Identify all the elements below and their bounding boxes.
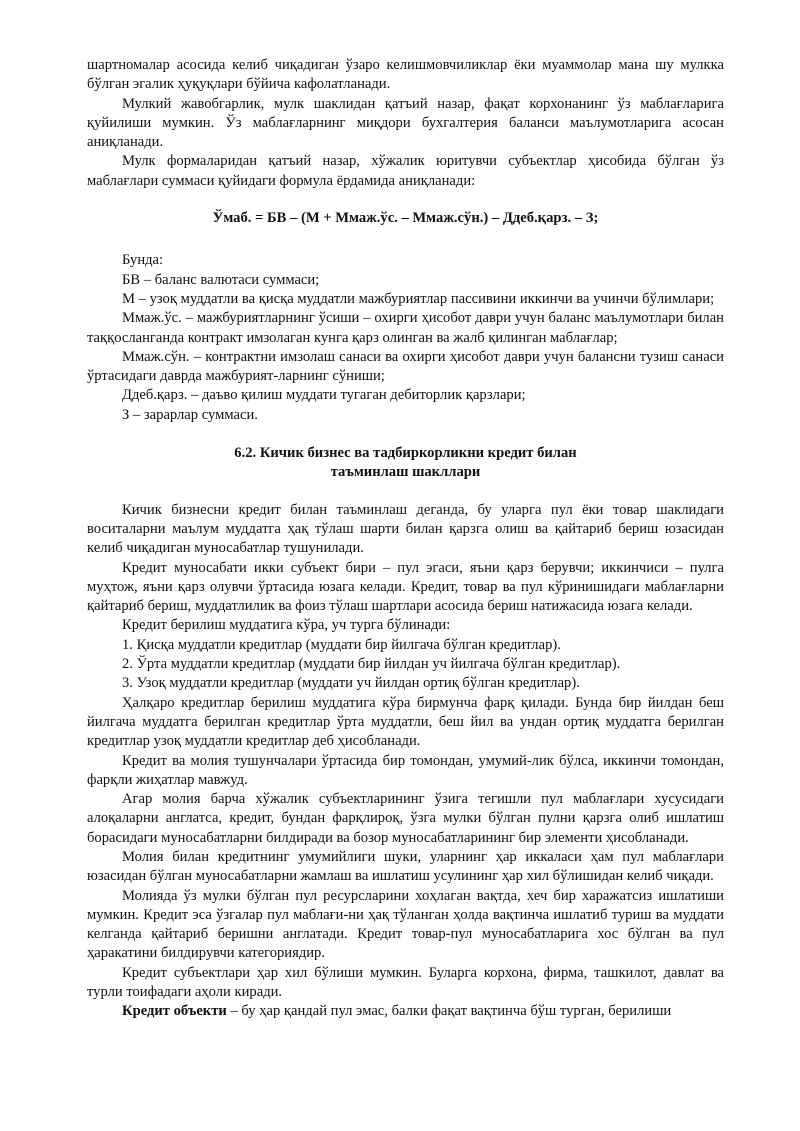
term-bold: Кредит объекти bbox=[122, 1003, 227, 1020]
formula: Ўмаб. = БВ – (М + Ммаж.ўс. – Ммаж.сўн.) – Ддеб.қарз. – З; bbox=[212, 210, 599, 227]
legend-item: БВ – баланс валютаси суммаси; bbox=[122, 271, 320, 288]
section-heading-line: таъминлаш шакллари bbox=[330, 464, 481, 481]
term-definition: – бу ҳар қандай пул эмас, балки фақат вақтинча бўш турган, берилиши bbox=[226, 1003, 672, 1020]
paragraph: Мулкий жавобгарлик, мулк шаклидан қатъий назар, фақат корхонанинг ўз маблағларига қуйилиши мумкин. Ўз маблағларнинг миқдори бухгалтерия баланси маълумотларига асосан аниқланади. bbox=[87, 95, 724, 151]
paragraph: шартномалар асосида келиб чиқадиган ўзаро келишмовчиликлар ёки муаммолар мана шу мулкка бўлган эгалик ҳуқуқлари бўйича кафолатланади. bbox=[87, 57, 724, 93]
paragraph: Молияда ўз мулки бўлган пул ресурсларини хоҳлаган вақтда, хеч бир харажатсиз ишлатиши мумкин. Кредит эса ўзгалар пул маблағи-ни ҳақ тўланган ҳолда вақтинча ишлатиб туриш ва муддати келганда қайтариб беришни англатади. Кредит товар-пул муносабатларига хос бўлган ва пул ҳаракатини билдирувчи категориядир. bbox=[87, 887, 724, 962]
list-item: 3. Узоқ муддатли кредитлар (муддати уч йилдан ортиқ бўлган кредитлар). bbox=[122, 675, 580, 692]
legend-item: М – узоқ муддатли ва қисқа муддатли мажбуриятлар пассивини иккинчи ва учинчи бўлимлари; bbox=[122, 290, 715, 307]
paragraph: Молия билан кредитнинг умумийлиги шуки, уларнинг ҳар иккаласи ҳам пул маблағлари юзасидан бўлган муносабатларни жамлаш ва ишлатиш усулининг ҳар хил бўлишидан келиб чиқади. bbox=[87, 848, 724, 885]
paragraph bbox=[87, 1002, 724, 1021]
legend-item: Ммаж.сўн. – контрактни имзолаш санаси ва охирги ҳисобот даври учун балансни тузиш санаси ўртасидаги даврда мажбурият-ларнинг сўниши; bbox=[87, 348, 724, 385]
legend-intro: Бунда: bbox=[122, 252, 164, 269]
paragraph: Кредит муносабати икки субъект бири – пул эгаси, яъни қарз берувчи; иккинчиси – пулга муҳтож, яъни қарз олувчи ўртасида юзага келади. Кредит, товар ва пул кўринишидаги маблағларни қайтариб бериш, муддатлилик ва фоиз тўлаш шартлари асосида бериш натижасида юзага келади. bbox=[87, 559, 724, 615]
paragraph: Кредит ва молия тушунчалари ўртасида бир томондан, умумий-лик бўлса, иккинчи томондан, фарқли жиҳатлар мавжуд. bbox=[87, 752, 724, 788]
section-heading bbox=[87, 444, 724, 483]
paragraph: Мулк формаларидан қатъий назар, хўжалик юритувчи субъектлар ҳисобида бўлган ўз маблағлари суммаси қуйидаги формула ёрдамида аниқланади: bbox=[87, 153, 724, 189]
legend-item: Ммаж.ўс. – мажбуриятларнинг ўсиши – охирги ҳисобот даври учун баланс маълумотлари билан таққосланганда контракт имзолаган кунга қарз олинган ва жалб қилинган маблағлар; bbox=[87, 310, 724, 346]
section-heading-line: 6.2. Кичик бизнес ва тадбиркорликни кредит билан bbox=[234, 445, 577, 462]
legend-item: Ддеб.қарз. – даъво қилиш муддати тугаган дебиторлик қарзлари; bbox=[122, 387, 526, 404]
paragraph: Кичик бизнесни кредит билан таъминлаш деганда, бу уларга пул ёки товар шаклидаги воситаларни маълум муддатга ҳақ тўлаш шарти билан қарзга олиш ва қайтариб бериш юзасидан келиб чиқадиган муносабатлар тушунилади. bbox=[87, 501, 724, 557]
list-item: 1. Қисқа муддатли кредитлар (муддати бир йилгача бўлган кредитлар). bbox=[122, 636, 561, 653]
paragraph: Агар молия барча хўжалик субъектларининг ўзига тегишли пул маблағлари хусусидаги алоқаларни англатса, кредит, бундан фарқлироқ, ўзга мулки бўлган пулни қарзга олиб ишлатиш борасидаги муносабатларни билдиради ва бозор муносабатларининг бир элементи ҳисобланади. bbox=[87, 791, 724, 846]
paragraph: Кредит берилиш муддатига кўра, уч турга бўлинади: bbox=[122, 617, 451, 634]
paragraph: Кредит субъектлари ҳар хил бўлиши мумкин. Буларга корхона, фирма, ташкилот, давлат ва турли тоифадаги аҳоли киради. bbox=[87, 964, 724, 1001]
legend-item: З – зарарлар суммаси. bbox=[122, 406, 258, 423]
list-item: 2. Ўрта муддатли кредитлар (муддати бир йилдан уч йилгача бўлган кредитлар). bbox=[122, 656, 621, 673]
paragraph: Ҳалқаро кредитлар берилиш муддатига кўра бирмунча фарқ қилади. Бунда бир йилдан беш йилгача муддатга берилган кредитлар ўрта муддатли, беш йил ва ундан ортиқ муддатга берилган кредитлар узоқ муддатли кредитлар деб ҳисобланади. bbox=[87, 694, 724, 750]
